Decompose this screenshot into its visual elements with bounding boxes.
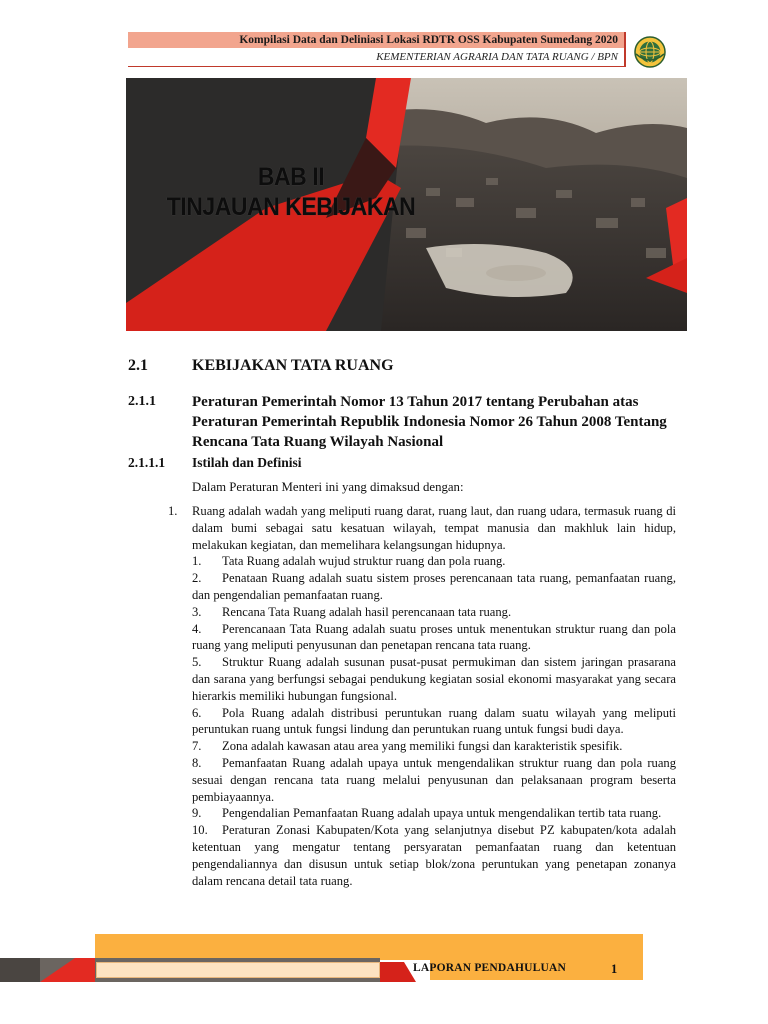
definition-text: Struktur Ruang adalah susunan pusat-pusat permukiman dan sistem jaringan prasarana dan sarana yang berfungsi sebagai pendukung kegiatan sosial ekonomi masyarakat yang secara hierarkis memiliki hubungan fungsional. <box>192 655 676 703</box>
definition-number: 5. <box>192 655 202 670</box>
definition-number: 4. <box>192 621 202 636</box>
definition-number: 8. <box>192 755 202 770</box>
definition-list <box>168 553 676 889</box>
definition-item <box>168 621 676 655</box>
definition-item <box>168 553 676 570</box>
definition-text: Tata Ruang adalah wujud struktur ruang dan pola ruang. <box>222 554 506 569</box>
definition-number: 7. <box>192 739 202 754</box>
page-number: 1 <box>611 962 618 976</box>
definition-text: Zona adalah kawasan atau area yang memiliki fungsi dan karakteristik spesifik. <box>222 739 623 754</box>
footer-report-label: LAPORAN PENDAHULUAN <box>413 962 566 974</box>
definition-text: Peraturan Zonasi Kabupaten/Kota yang selanjutnya disebut PZ kabupaten/kota adalah ketentuan yang mengatur tentang persyaratan pemanfaatan ruang dan ketentuan pengendaliannya dan disusun untuk setiap blok/zona peruntukan yang penetapan zonanya dalam rencana detail tata ruang. <box>192 823 676 888</box>
header-divider-horizontal <box>128 66 626 67</box>
definition-text: Perencanaan Tata Ruang adalah suatu proses untuk menentukan struktur ruang dan pola ruang yang meliputi penyusunan dan penetapan rencana tata ruang. <box>192 621 676 653</box>
definition-text: Pengendalian Pemanfaatan Ruang adalah upaya untuk mengendalikan tertib tata ruang. <box>222 806 662 821</box>
chapter-banner <box>126 78 687 331</box>
list-item-text: Ruang adalah wadah yang meliputi ruang darat, ruang laut, dan ruang udara, termasuk ruang di dalam bumi sebagai satu kesatuan wilayah, tempat manusia dan makhluk lain hidup, melakukan kegiatan, dan memelihara kelangsungan hidupnya. <box>192 504 676 552</box>
section-title: KEBIJAKAN TATA RUANG <box>192 357 394 374</box>
definitions-body <box>168 503 676 889</box>
definition-item <box>168 822 676 889</box>
definition-text: Pola Ruang adalah distribusi peruntukan ruang dalam suatu wilayah yang meliputi peruntukan ruang untuk fungsi lindung dan peruntukan ruang untuk fungsi budi daya. <box>192 705 676 737</box>
footer-red-wedge <box>380 962 416 982</box>
definition-number: 2. <box>192 571 202 586</box>
definition-item <box>168 738 676 755</box>
definition-text: Pemanfaatan Ruang adalah upaya untuk mengendalikan struktur ruang dan pola ruang sesuai dengan rencana tata ruang melalui penyusunan dan pelaksanaan program beserta pembiayaannya. <box>192 755 676 804</box>
definition-item <box>168 570 676 604</box>
definition-item <box>168 654 676 704</box>
definition-number: 6. <box>192 705 202 720</box>
header-subtitle: KEMENTERIAN AGRARIA DAN TATA RUANG / BPN <box>376 51 618 63</box>
header-divider-vertical <box>624 48 626 66</box>
subsubsection-title: Istilah dan Definisi <box>192 455 302 470</box>
atr-bpn-globe-logo-icon <box>632 34 668 70</box>
definition-item <box>168 604 676 621</box>
section-number: 2.1 <box>128 357 148 374</box>
subsubsection-number: 2.1.1.1 <box>128 455 166 470</box>
definition-number: 10. <box>192 823 208 838</box>
intro-paragraph: Dalam Peraturan Menteri ini yang dimaksud dengan: <box>192 480 464 494</box>
chapter-name: TINJAUAN KEBIJAKAN <box>166 193 416 221</box>
chapter-title <box>139 162 443 222</box>
header-title: Kompilasi Data dan Deliniasi Lokasi RDTR OSS Kabupaten Sumedang 2020 <box>239 34 618 46</box>
definition-item <box>168 755 676 805</box>
footer-orange-band <box>95 934 643 960</box>
definition-number: 1. <box>192 554 202 569</box>
definition-text: Rencana Tata Ruang adalah hasil perencanaan tata ruang. <box>222 604 512 619</box>
subsection-title: Peraturan Pemerintah Nomor 13 Tahun 2017 tentang Perubahan atas Peraturan Pemerintah Republik Indonesia Nomor 26 Tahun 2008 Tentang Rencana Tata Ruang Wilayah Nasional <box>192 394 667 450</box>
list-item-number: 1. <box>168 504 178 518</box>
footer-inner-bar <box>96 962 380 978</box>
definition-number: 3. <box>192 604 202 619</box>
definition-number: 9. <box>192 806 202 821</box>
subsection-number: 2.1.1 <box>128 394 156 409</box>
list-item <box>168 503 676 553</box>
definition-text: Penataan Ruang adalah suatu sistem proses perencanaan tata ruang, pemanfaatan ruang, dan pengendalian pemanfaatan ruang. <box>192 571 676 602</box>
definition-item <box>168 705 676 739</box>
definition-item <box>168 805 676 822</box>
chapter-number: BAB II <box>257 163 325 191</box>
